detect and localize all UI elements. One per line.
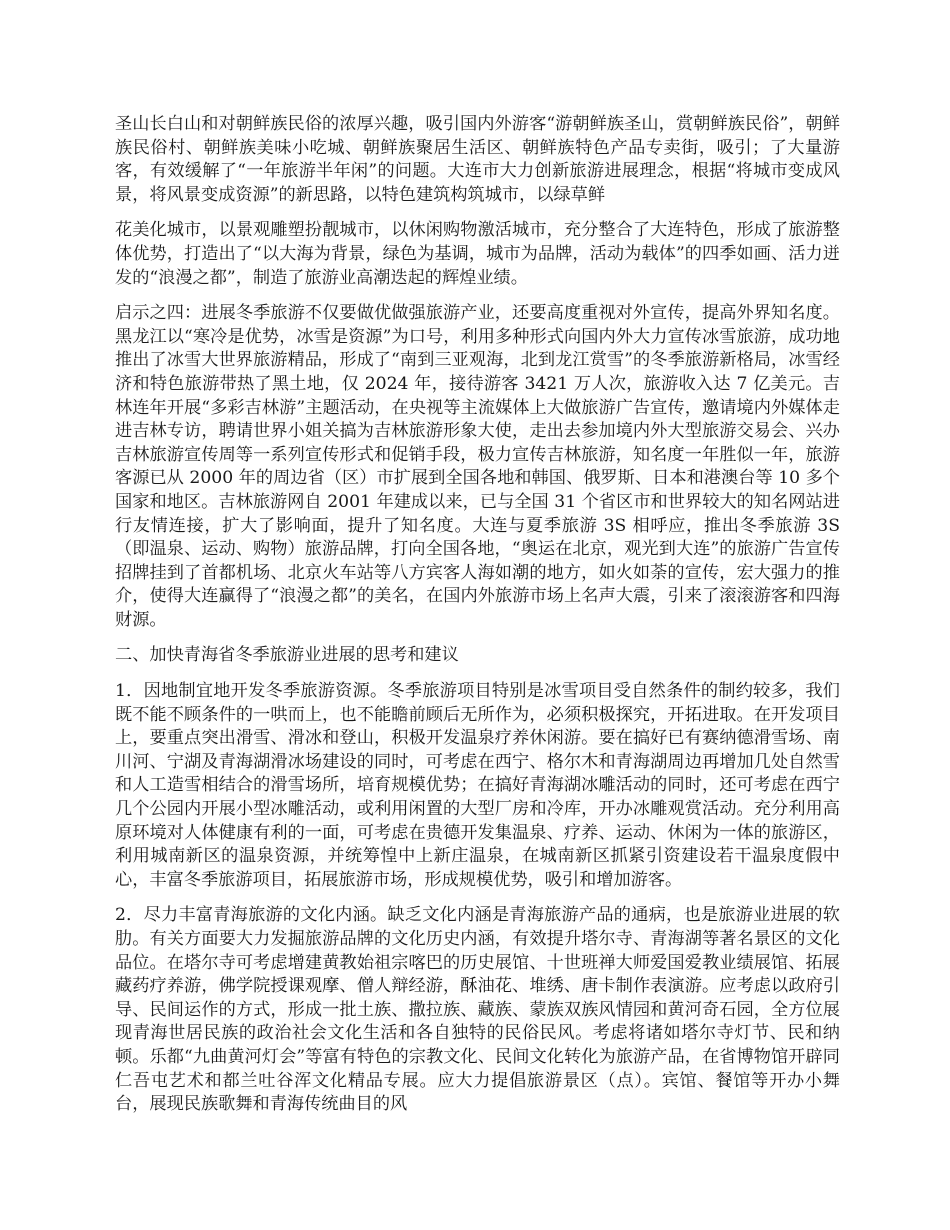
paragraph-suggestion-1: 1．因地制宜地开发冬季旅游资源。冬季旅游项目特别是冰雪项目受自然条件的制约较多，我们既不能不顾条件的一哄而上，也不能瞻前顾后无所作为，必须积极探究，开拓进取。在开发项目上，要重点突出滑雪、滑冰和登山，积极开发温泉疗养休闲游。要在搞好已有赛纳德滑雪场、南川河、宁湖及青海湖滑冰场建设的同时，可考虑在西宁、格尔木和青海湖周边再增加几处自然雪和人工造雪相结合的滑雪场所，培育规模优势；在搞好青海湖冰雕活动的同时，还可考虑在西宁几个公园内开展小型冰雕活动，或利用闲置的大型厂房和冷库，开办冰雕观赏活动。充分利用高原环境对人体健康有利的一面，可考虑在贵德开发集温泉、疗养、运动、休闲为一体的旅游区，利用城南新区的温泉资源，并统筹惶中上新庄温泉，在城南新区抓紧引资建设若干温泉度假中心，丰富冬季旅游项目，拓展旅游市场，形成规模优势，吸引和增加游客。 <box>115 681 840 890</box>
paragraph-insight-four: 启示之四：进展冬季旅游不仅要做优做强旅游产业，还要高度重视对外宣传，提高外界知名度。黑龙江以“寒冷是优势，冰雪是资源”为口号，利用多种形式向国内外大力宣传冰雪旅游，成功地推出了冰雪大世界旅游精品，形成了“南到三亚观海，北到龙江赏雪”的冬季旅游新格局，冰雪经济和特色旅游带热了黑土地，仅 2024 年，接待游客 3421 万人次，旅游收入达 7 亿美元。吉林连年开展“多彩吉林游”主题活动，在央视等主流媒体上大做旅游广告宣传，邀请境内外媒体走进吉林专访，聘请世界小姐关搞为吉林旅游形象大使，走出去参加境内外大型旅游交易会、兴办吉林旅游宣传周等一系列宣传形式和促销手段，极力宣传吉林旅游，知名度一年胜似一年，旅游客源已从 2000 年的周边省（区）市扩展到全国各地和韩国、俄罗斯、日本和港澳台等 10 多个国家和地区。吉林旅游网自 2001 年建成以来，已与全国 31 个省区市和世界较大的知名网站进行友情连接，扩大了影响面，提升了知名度。大连与夏季旅游 3S 相呼应，推出冬季旅游 3S（即温泉、运动、购物）旅游品牌，打向全国各地，“奥运在北京，观光到大连”的旅游广告宣传招牌挂到了首都机场、北京火车站等八方宾客人海如潮的地方，如火如荼的宣传，宏大强力的推介，使得大连赢得了“浪漫之都”的美名，在国内外旅游市场上名声大震，引来了滚滚游客和四海财源。 <box>115 303 840 630</box>
paragraph-dalian-city: 花美化城市，以景观雕塑扮靓城市，以休闲购物激活城市，充分整合了大连特色，形成了旅游整体优势，打造出了“以大海为背景，绿色为基调，城市为品牌，活动为载体”的四季如画、活力迸发的“浪漫之都”，制造了旅游业高潮迭起的辉煌业绩。 <box>115 220 840 288</box>
paragraph-intro-continuation: 圣山长白山和对朝鲜族民俗的浓厚兴趣，吸引国内外游客“游朝鲜族圣山，赏朝鲜族民俗”，朝鲜族民俗村、朝鲜族美味小吃城、朝鲜族聚居生活区、朝鲜族特色产品专卖街，吸引；了大量游客，有效缓解了“一年旅游半年闲”的问题。大连市大力创新旅游进展理念，根据“将城市变成风景，将风景变成资源”的新思路，以特色建筑构筑城市，以绿草鲜 <box>115 114 840 205</box>
paragraph-suggestion-2: 2．尽力丰富青海旅游的文化内涵。缺乏文化内涵是青海旅游产品的通病，也是旅游业进展的软肋。有关方面要大力发掘旅游品牌的文化历史内涵，有效提升塔尔寺、青海湖等著名景区的文化品位。在塔尔寺可考虑增建黄教始祖宗喀巴的历史展馆、十世班禅大师爱国爱教业绩展馆、拓展藏药疗养游，佛学院授课观摩、僧人辩经游，酥油花、堆绣、唐卡制作表演游。应考虑以政府引导、民间运作的方式，形成一批土族、撒拉族、藏族、蒙族双族风情园和黄河奇石园，全方位展现青海世居民族的政治社会文化生活和各自独特的民俗民风。考虑将诸如塔尔寺灯节、民和纳顿。乐都“九曲黄河灯会”等富有特色的宗教文化、民间文化转化为旅游产品，在省博物馆开辟同仁吾屯艺术和都兰吐谷浑文化精品专展。应大力提倡旅游景区（点）。宾馆、餐馆等开办小舞台，展现民族歌舞和青海传统曲目的风 <box>115 905 840 1115</box>
section-heading: 二、加快青海省冬季旅游业进展的思考和建议 <box>115 645 459 666</box>
document-body <box>115 113 840 1129</box>
